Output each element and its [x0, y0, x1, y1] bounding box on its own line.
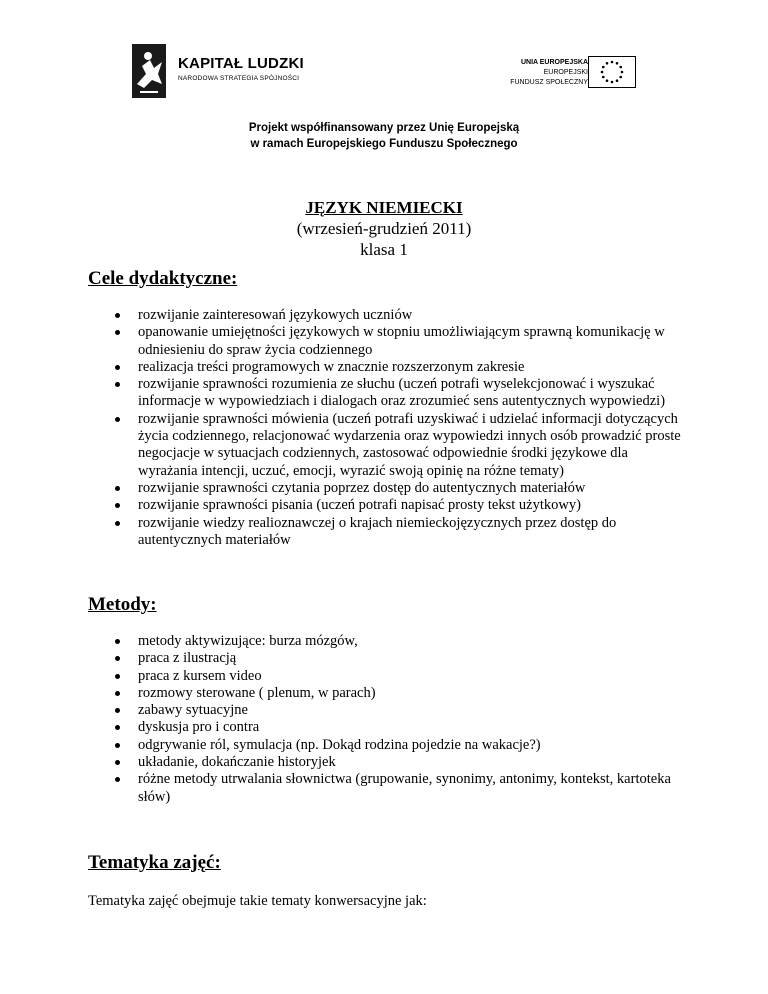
topics-intro: Tematyka zajęć obejmuje takie tematy konwersacyjne jak: — [88, 893, 427, 909]
list-item: realizacja treści programowych w znacznie rozszerzonym zakresie — [113, 359, 683, 376]
list-item: różne metody utrwalania słownictwa (grupowanie, synonimy, antonimy, kontekst, kartoteka słów) — [113, 771, 683, 806]
eu-logo-line2: EUROPEJSKI — [543, 69, 588, 76]
project-funding-note — [0, 120, 768, 152]
list-item: praca z ilustracją — [113, 650, 683, 667]
list-item: układanie, dokańczanie historyjek — [113, 754, 683, 771]
list-item: metody aktywizujące: burza mózgów, — [113, 633, 683, 650]
list-item: zabawy sytuacyjne — [113, 702, 683, 719]
list-item: rozwijanie sprawności pisania (uczeń potrafi napisać prosty tekst użytkowy) — [113, 497, 683, 514]
grade: klasa 1 — [360, 240, 408, 259]
project-line1: Projekt współfinansowany przez Unię Europejską — [248, 122, 520, 134]
subject-title: JĘZYK NIEMIECKI — [305, 198, 463, 217]
methods-heading: Metody: — [88, 594, 157, 615]
list-item: rozwijanie zainteresowań językowych uczniów — [113, 307, 683, 324]
list-item: praca z kursem video — [113, 668, 683, 685]
list-item: rozwijanie wiedzy realioznawczej o krajach niemieckojęzycznych przez dostęp do autentycznych materiałów — [113, 515, 683, 550]
eu-logo-text — [510, 58, 588, 88]
document-title — [0, 197, 768, 260]
methods-list — [113, 633, 683, 806]
list-item: dyskusja pro i contra — [113, 719, 683, 736]
period: (wrzesień-grudzień 2011) — [296, 219, 472, 238]
kapital-ludzki-title: KAPITAŁ LUDZKI — [178, 55, 304, 72]
kapital-ludzki-subtitle: NARODOWA STRATEGIA SPÓJNOŚCI — [178, 75, 300, 82]
list-item: opanowanie umiejętności językowych w stopniu umożliwiającym sprawną komunikację w odniesieniu do spraw życia codziennego — [113, 324, 683, 359]
kapital-ludzki-logo — [132, 44, 332, 100]
list-item: rozwijanie sprawności czytania poprzez dostęp do autentycznych materiałów — [113, 480, 683, 497]
list-item: rozmowy sterowane ( plenum, w parach) — [113, 685, 683, 702]
eu-logo-line3: FUNDUSZ SPOŁECZNY — [510, 79, 588, 86]
kapital-ludzki-emblem-icon — [132, 44, 166, 98]
topics-heading: Tematyka zajęć: — [88, 852, 221, 873]
list-item: rozwijanie sprawności mówienia (uczeń potrafi uzyskiwać i udzielać informacji dotyczących życia codziennego, relacjonować wydarzenia oraz wypowiedzi innych osób prowadzić proste negocjacje w sytuacjach codziennych, zastosować odpowiednie środki językowe dla wyrażania intencji, uczuć, emocji, wyrazić swoją opinię na różne tematy) — [113, 411, 683, 480]
project-line2: w ramach Europejskiego Funduszu Społecznego — [250, 138, 518, 150]
list-item: rozwijanie sprawności rozumienia ze słuchu (uczeń potrafi wyselekcjonować i wyszukać informacje w wypowiedziach i dialogach oraz zrozumieć sens autentycznych wypowiedzi) — [113, 376, 683, 411]
eu-logo — [470, 56, 640, 92]
goals-list — [113, 307, 683, 549]
eu-logo-line1: UNIA EUROPEJSKA — [520, 59, 588, 66]
eu-flag-icon — [588, 56, 636, 88]
goals-heading: Cele dydaktyczne: — [88, 268, 238, 289]
list-item: odgrywanie ról, symulacja (np. Dokąd rodzina pojedzie na wakacje?) — [113, 737, 683, 754]
